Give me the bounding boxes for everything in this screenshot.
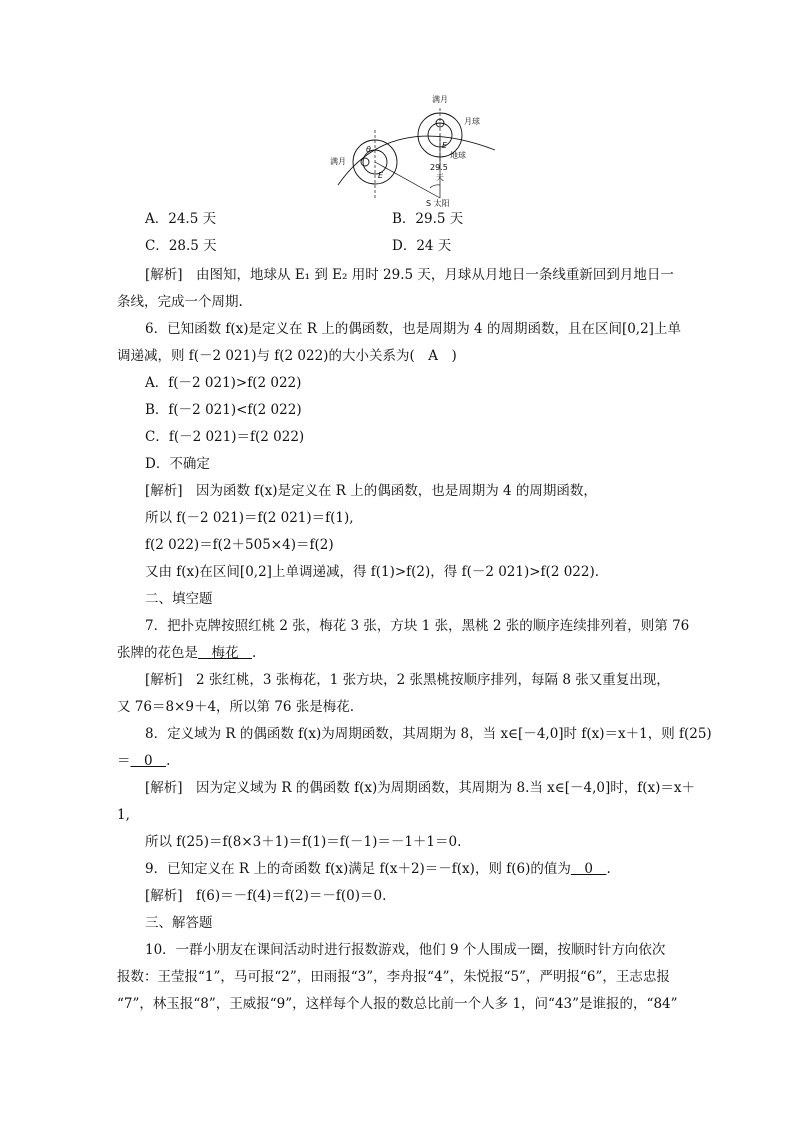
q7-stem-pre: 张牌的花色是	[117, 645, 198, 661]
q6-option-c: C．f(－2 021)＝f(2 022)	[145, 429, 305, 445]
q8-stem-post: .	[166, 753, 171, 769]
q7-answer: 梅花	[198, 645, 252, 661]
q9-stem-post: .	[606, 861, 611, 877]
moon-left	[361, 158, 369, 166]
label-e2: E	[378, 171, 384, 180]
q6-option-b: B．f(－2 021)<f(2 022)	[145, 402, 302, 418]
q9-analysis: [解析] f(6)＝－f(4)＝f(2)＝－f(0)＝0.	[145, 888, 387, 904]
label-e1: E	[442, 141, 448, 150]
q8-answer: 0	[130, 753, 167, 769]
label-full-moon-left: 满月	[330, 157, 346, 166]
q9-stem	[145, 860, 611, 878]
q5-option-d: D．24 天	[392, 238, 452, 254]
label-day-unit: 天	[436, 173, 444, 182]
q10-line1: 10．一群小朋友在课间活动时进行报数游戏，他们 9 个人围成一圈，按顺时针方向依次	[145, 942, 666, 958]
q7-analysis-line1: [解析] 2 张红桃，3 张梅花，1 张方块，2 张黑桃按顺序排列，每隔 8 张又重复出现，	[145, 672, 670, 688]
q6-analysis-line2: 所以 f(－2 021)＝f(2 021)＝f(1),	[145, 510, 354, 526]
angle-arc	[430, 185, 440, 188]
orbit-diagram	[330, 90, 510, 208]
label-sun: S 太阳	[426, 199, 450, 208]
label-days: 29.5	[430, 163, 448, 172]
label-full-moon-top: 满月	[432, 95, 448, 104]
label-earth: 地球	[450, 151, 466, 160]
q8-stem-line2	[117, 752, 170, 770]
section-answer-title: 三、解答题	[145, 915, 213, 931]
q6-analysis-line4: 又由 f(x)在区间[0,2]上单调递减，得 f(1)>f(2)，得 f(－2 021)>f(2 022).	[145, 564, 600, 580]
q6-stem-line1: 6．已知函数 f(x)是定义在 R 上的偶函数，也是周期为 4 的周期函数，且在区间[0,2]上单	[145, 321, 681, 337]
section-fill-in-title: 二、填空题	[145, 591, 213, 607]
q6-option-d: D．不确定	[145, 456, 210, 472]
q6-analysis-line1: [解析] 因为函数 f(x)是定义在 R 上的偶函数，也是周期为 4 的周期函数，	[145, 483, 597, 499]
q8-stem-pre: ＝	[117, 753, 131, 769]
q9-stem-pre: 9．已知定义在 R 上的奇函数 f(x)满足 f(x＋2)＝－f(x)，则 f(6)的值为	[145, 861, 571, 877]
q5-analysis-line2: 条线，完成一个周期.	[117, 294, 243, 310]
q5-option-b: B．29.5 天	[392, 211, 464, 227]
q8-analysis-line3: 所以 f(25)＝f(8×3＋1)＝f(1)＝f(－1)＝－1＋1＝0.	[145, 834, 462, 850]
q8-stem-line1: 8．定义域为 R 的偶函数 f(x)为周期函数，其周期为 8，当 x∈[－4,0]时 f(x)＝x＋1，则 f(25)	[145, 726, 712, 742]
q5-analysis-line1: [解析] 由图知，地球从 E₁ 到 E₂ 用时 29.5 天，月球从月地日一条线重新回到月地日一	[145, 267, 674, 283]
q7-stem-line2	[117, 644, 256, 662]
q6-stem-line2: 调递减，则 f(－2 021)与 f(2 022)的大小关系为( A )	[117, 348, 457, 364]
q7-analysis-line2: 又 76＝8×9＋4，所以第 76 张是梅花.	[117, 699, 355, 715]
q8-analysis-line2: 1,	[117, 807, 130, 823]
label-theta: θ	[366, 145, 371, 154]
q9-answer: 0	[570, 861, 607, 877]
q6-analysis-line3: f(2 022)＝f(2＋505×4)＝f(2)	[145, 537, 334, 553]
q8-analysis-line1: [解析] 因为定义域为 R 的偶函数 f(x)为周期函数，其周期为 8.当 x∈[－4,0]时，f(x)＝x＋	[145, 780, 696, 796]
label-moon: 月球	[464, 117, 480, 126]
q10-line3: “7”，林玉报“8”，王威报“9”，这样每个人报的数总比前一个人多 1，问“43”是谁报的，“84”	[117, 996, 678, 1012]
q10-line2: 报数：王莹报“1”，马可报“2”，田雨报“3”，李舟报“4”，朱悦报“5”，严明报“6”，王志忠报	[117, 969, 670, 985]
q7-stem-line1: 7．把扑克牌按照红桃 2 张，梅花 3 张，方块 1 张，黑桃 2 张的顺序连续排列着，则第 76	[145, 618, 690, 634]
q6-option-a: A．f(－2 021)>f(2 022)	[145, 375, 302, 391]
q7-stem-post: .	[252, 645, 257, 661]
q5-option-a: A．24.5 天	[145, 211, 217, 227]
q5-option-c: C．28.5 天	[145, 238, 217, 254]
